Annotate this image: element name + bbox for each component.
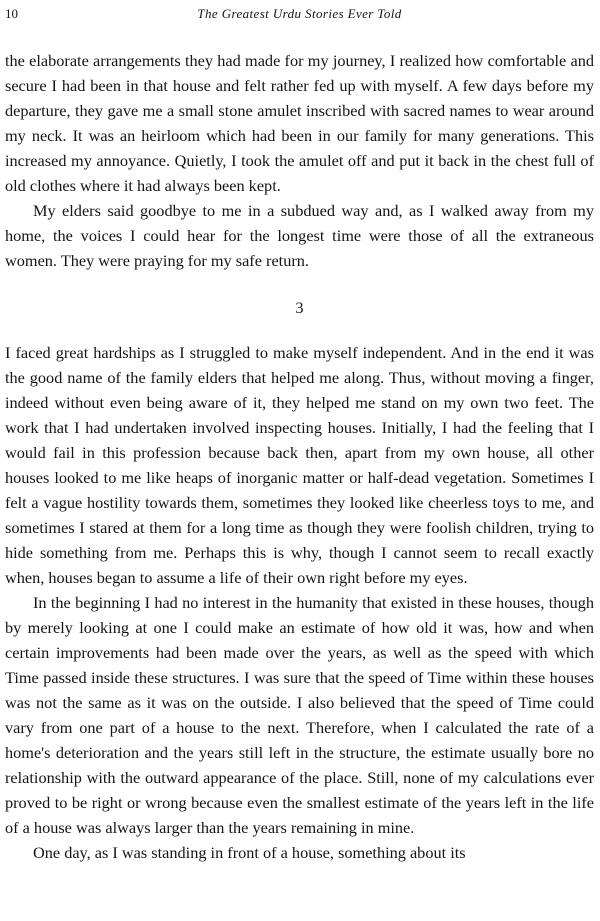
paragraph-journey: the elaborate arrangements they had made for my journey, I realized how comfortable and secure I had been in that house and felt rather fed up with myself. A few days before my departure, they gave me a small stone amulet inscribed with sacred names to wear around my neck. It was an heirloom which had been in our family for many generations. This increased my annoyance. Quietly, I took the amulet off and put it back in the chest full of old clothes where it had always been kept.: [5, 51, 594, 195]
body-text: [5, 48, 594, 865]
page-number: 10: [5, 6, 18, 21]
paragraph-hardships: I faced great hardships as I struggled to make myself independent. And in the end it was the good name of the family elders that helped me along. Thus, without moving a finger, indeed without even being aware of it, they helped me stand on my own two feet. The work that I had undertaken involved inspecting houses. Initially, I had the feeling that I would fail in this profession because back then, apart from my own house, all other houses looked to me like heaps of inorganic matter or half-dead vegetation. Sometimes I felt a vague hostility towards them, sometimes they looked like cheerless toys to me, and sometimes I stared at them for a long time as though they were foolish children, trying to hide something from me. Perhaps this is why, though I cannot seem to recall exactly when, houses began to assume a life of their own right before my eyes.: [5, 343, 594, 587]
section-number: 3: [295, 298, 304, 317]
paragraph-goodbye: My elders said goodbye to me in a subdued way and, as I walked away from my home, the voices I could hear for the longest time were those of all the extraneous women. They were praying for my safe return.: [5, 201, 594, 270]
book-title: The Greatest Urdu Stories Ever Told: [197, 6, 402, 21]
paragraph-humanity: In the beginning I had no interest in the humanity that existed in these houses, though by merely looking at one I could make an estimate of how old it was, how and when certain improvements had been made over the years, as well as the speed with which Time passed inside these structures. I was sure that the speed of Time within these houses was not the same as it was on the outside. I also believed that the speed of Time could vary from one part of a house to the next. Therefore, when I calculated the rate of a home's deterioration and the years still left in the structure, the estimate usually bore no relationship with the outward appearance of the place. Still, none of my calculations ever proved to be right or wrong because even the smallest estimate of the years left in the life of a house was always larger than the years remaining in mine.: [5, 593, 594, 837]
paragraph-one-day: One day, as I was standing in front of a house, something about its: [33, 843, 466, 862]
running-header: [5, 4, 594, 24]
